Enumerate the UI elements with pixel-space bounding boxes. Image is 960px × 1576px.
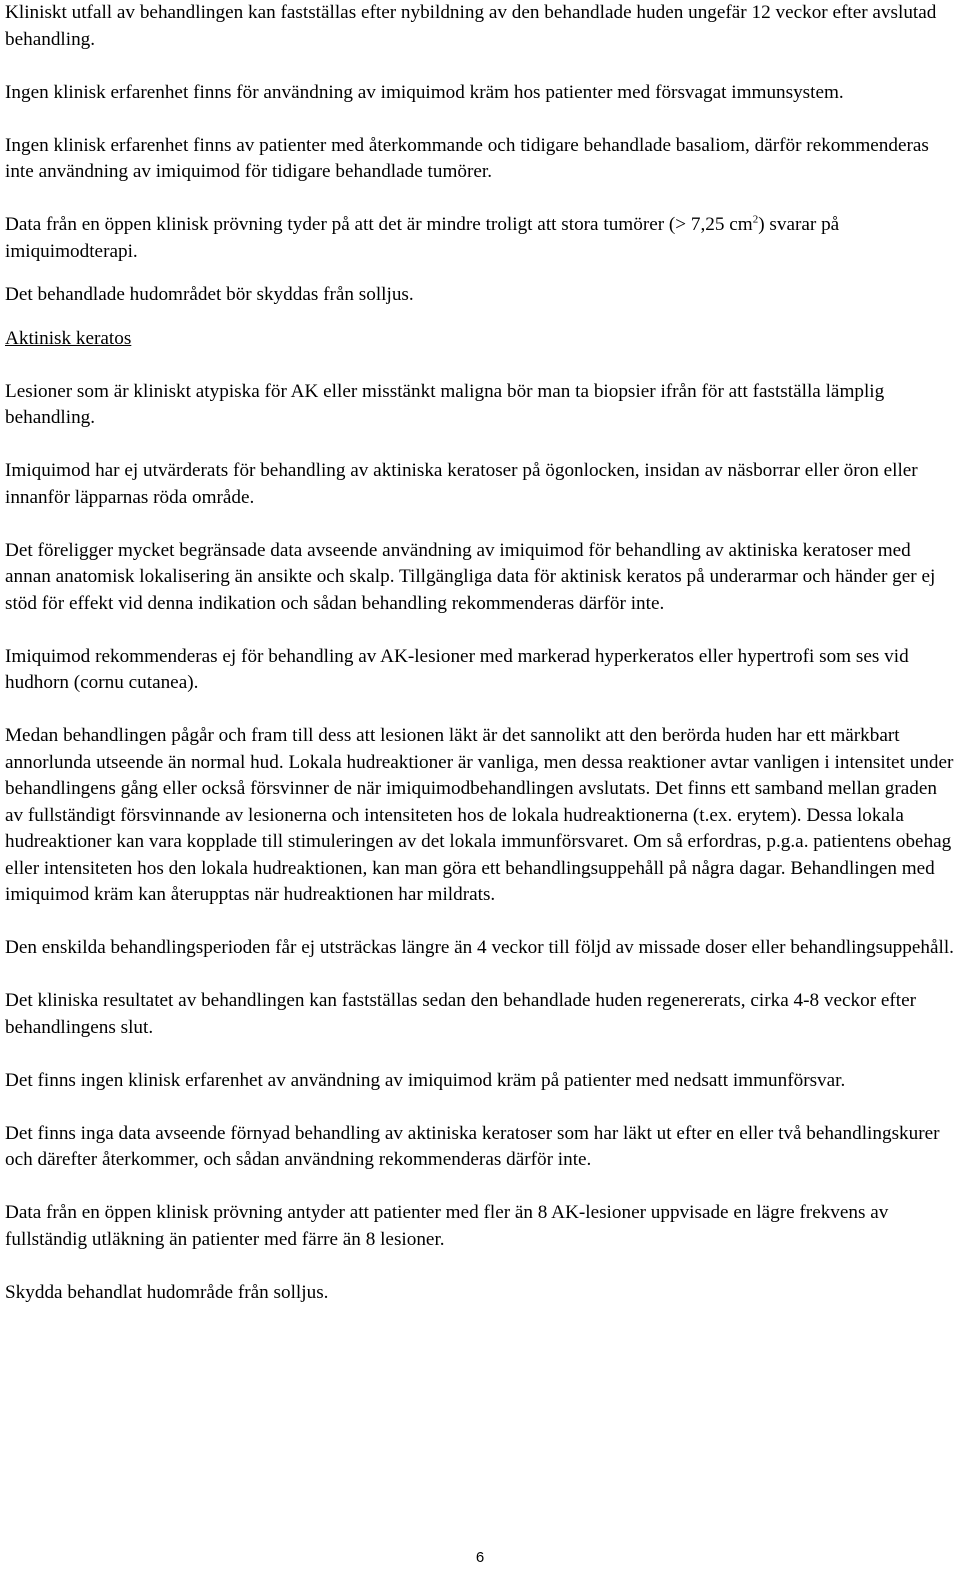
page-number: 6	[475, 1549, 485, 1566]
large-tumors-text-start: Data från en öppen klinisk prövning tyder på att det är mindre troligt att stora tumörer (> 7,25 cm	[5, 214, 753, 235]
paragraph-immunosuppressed: Ingen klinisk erfarenhet finns för användning av imiquimod kräm hos patienter med försvagat immunsystem.	[5, 81, 844, 103]
paragraph-treatment-period: Den enskilda behandlingsperioden får ej utsträckas längre än 4 veckor till följd av missade doser eller behandlingsuppehåll.	[5, 937, 954, 958]
paragraph-clinical-outcome: Kliniskt utfall av behandlingen kan fastställas efter nybildning av den behandlade huden ungefär 12 veckor efter avslutad behandling.	[5, 2, 937, 50]
paragraph-retreatment: Det finns inga data avseende förnyad behandling av aktiniska keratoser som har läkt ut efter en eller två behandlingskurer och därefter återkommer, och sådan användning rekommenderas därför inte.	[5, 1122, 940, 1170]
paragraph-not-evaluated-areas: Imiquimod har ej utvärderats för behandling av aktiniska keratoser på ögonlocken, insidan av näsborrar eller öron eller innanför läpparnas röda område.	[5, 460, 918, 508]
large-tumors-text-end: ) svarar på imiquimodterapi.	[5, 214, 840, 262]
paragraph-atypical-lesions: Lesioner som är kliniskt atypiska för AK eller misstänkt maligna bör man ta biopsier ifrån för att fastställa lämplig behandling.	[5, 380, 885, 428]
paragraph-limited-data: Det föreligger mycket begränsade data avseende användning av imiquimod för behandling av aktiniska keratoser med annan anatomisk lokalisering än ansikte och skalp. Tillgängliga data för aktinisk keratos på underarmar och händer ger ej stöd för effekt vid denna indikation och sådan behandling rekommenderas därför inte.	[5, 539, 936, 614]
document-page	[5, 0, 955, 1306]
paragraph-sun-protection: Det behandlade hudområdet bör skyddas från solljus.	[5, 284, 414, 305]
paragraph-clinical-result: Det kliniska resultatet av behandlingen kan fastställas sedan den behandlade huden regenererats, cirka 4-8 veckor efter behandlingens slut.	[5, 990, 917, 1038]
superscript-squared: 2	[752, 213, 759, 226]
paragraph-protect-from-sun: Skydda behandlat hudområde från solljus.	[5, 1281, 329, 1303]
paragraph-large-tumors	[5, 212, 955, 265]
paragraph-lesion-count: Data från en öppen klinisk prövning antyder att patienter med fler än 8 AK-lesioner uppvisade en lägre frekvens av fullständig utläkning än patienter med färre än 8 lesioner.	[5, 1202, 889, 1250]
paragraph-recurrent-basalioma: Ingen klinisk erfarenhet finns av patienter med återkommande och tidigare behandlade basaliom, därför rekommenderas inte användning av imiquimod för tidigare behandlade tumörer.	[5, 134, 929, 182]
paragraph-reduced-immunity: Det finns ingen klinisk erfarenhet av användning av imiquimod kräm på patienter med nedsatt immunförsvar.	[5, 1069, 846, 1091]
paragraph-hyperkeratosis: Imiquimod rekommenderas ej för behandling av AK-lesioner med markerad hyperkeratos eller hypertrofi som ses vid hudhorn (cornu cutanea).	[5, 645, 909, 693]
paragraph-skin-reactions: Medan behandlingen pågår och fram till dess att lesionen läkt är det sannolikt att den berörda huden har ett märkbart annorlunda utseende än normal hud. Lokala hudreaktioner är vanliga, men dessa reaktioner avtar vanligen i intensitet under behandlingens gång eller också försvinner de när imiquimodbehandlingen avslutats. Det finns ett samband mellan graden av fullständigt försvinnande av lesionerna och intensiteten hos de lokala hudreaktionerna (t.ex. erytem). Dessa lokala hudreaktioner kan vara kopplade till stimuleringen av det lokala immunförsvaret. Om så erfordras, p.g.a. patientens obehag eller intensiteten hos den lokala hudreaktionen, kan man göra ett behandlingsuppehåll på några dagar. Behandlingen med imiquimod kräm kan återupptas när hudreaktionen har mildrats.	[5, 725, 954, 905]
section-heading-actinic-keratosis: Aktinisk keratos	[5, 327, 132, 349]
